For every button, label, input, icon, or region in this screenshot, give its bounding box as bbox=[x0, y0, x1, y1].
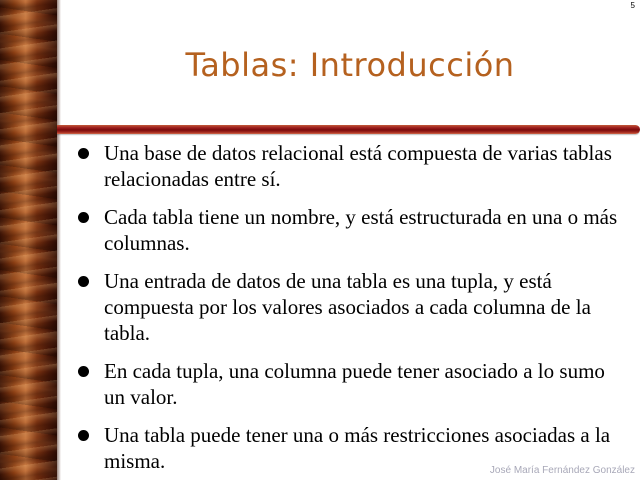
bullet-dot-icon bbox=[78, 212, 89, 223]
bullet-item bbox=[78, 204, 623, 256]
bullet-dot-icon bbox=[78, 366, 89, 377]
bullet-dot-icon bbox=[78, 148, 89, 159]
bullet-item bbox=[78, 140, 623, 192]
slide-title: Tablas: Introducción bbox=[185, 46, 515, 84]
bullet-list bbox=[78, 140, 623, 486]
bullet-item bbox=[78, 268, 623, 346]
bullet-item bbox=[78, 358, 623, 410]
bullet-dot-icon bbox=[78, 276, 89, 287]
bullet-text: Una base de datos relacional está compuesta de varias tablas relacionadas entre sí. bbox=[104, 141, 612, 191]
bullet-dot-icon bbox=[78, 430, 89, 441]
title-divider-rule bbox=[57, 125, 640, 134]
bullet-text: Cada tabla tiene un nombre, y está estructurada en una o más columnas. bbox=[104, 205, 618, 255]
bullet-text: Una tabla puede tener una o más restricciones asociadas a la misma. bbox=[104, 423, 611, 473]
page-number: 5 bbox=[630, 1, 635, 10]
footer-author: José María Fernández González bbox=[489, 465, 635, 476]
bullet-text: Una entrada de datos de una tabla es una tupla, y está compuesta por los valores asociados a cada columna de la tabla. bbox=[104, 269, 591, 345]
wood-sidebar-decoration bbox=[0, 0, 57, 480]
bullet-text: En cada tupla, una columna puede tener asociado a lo sumo un valor. bbox=[104, 359, 605, 409]
